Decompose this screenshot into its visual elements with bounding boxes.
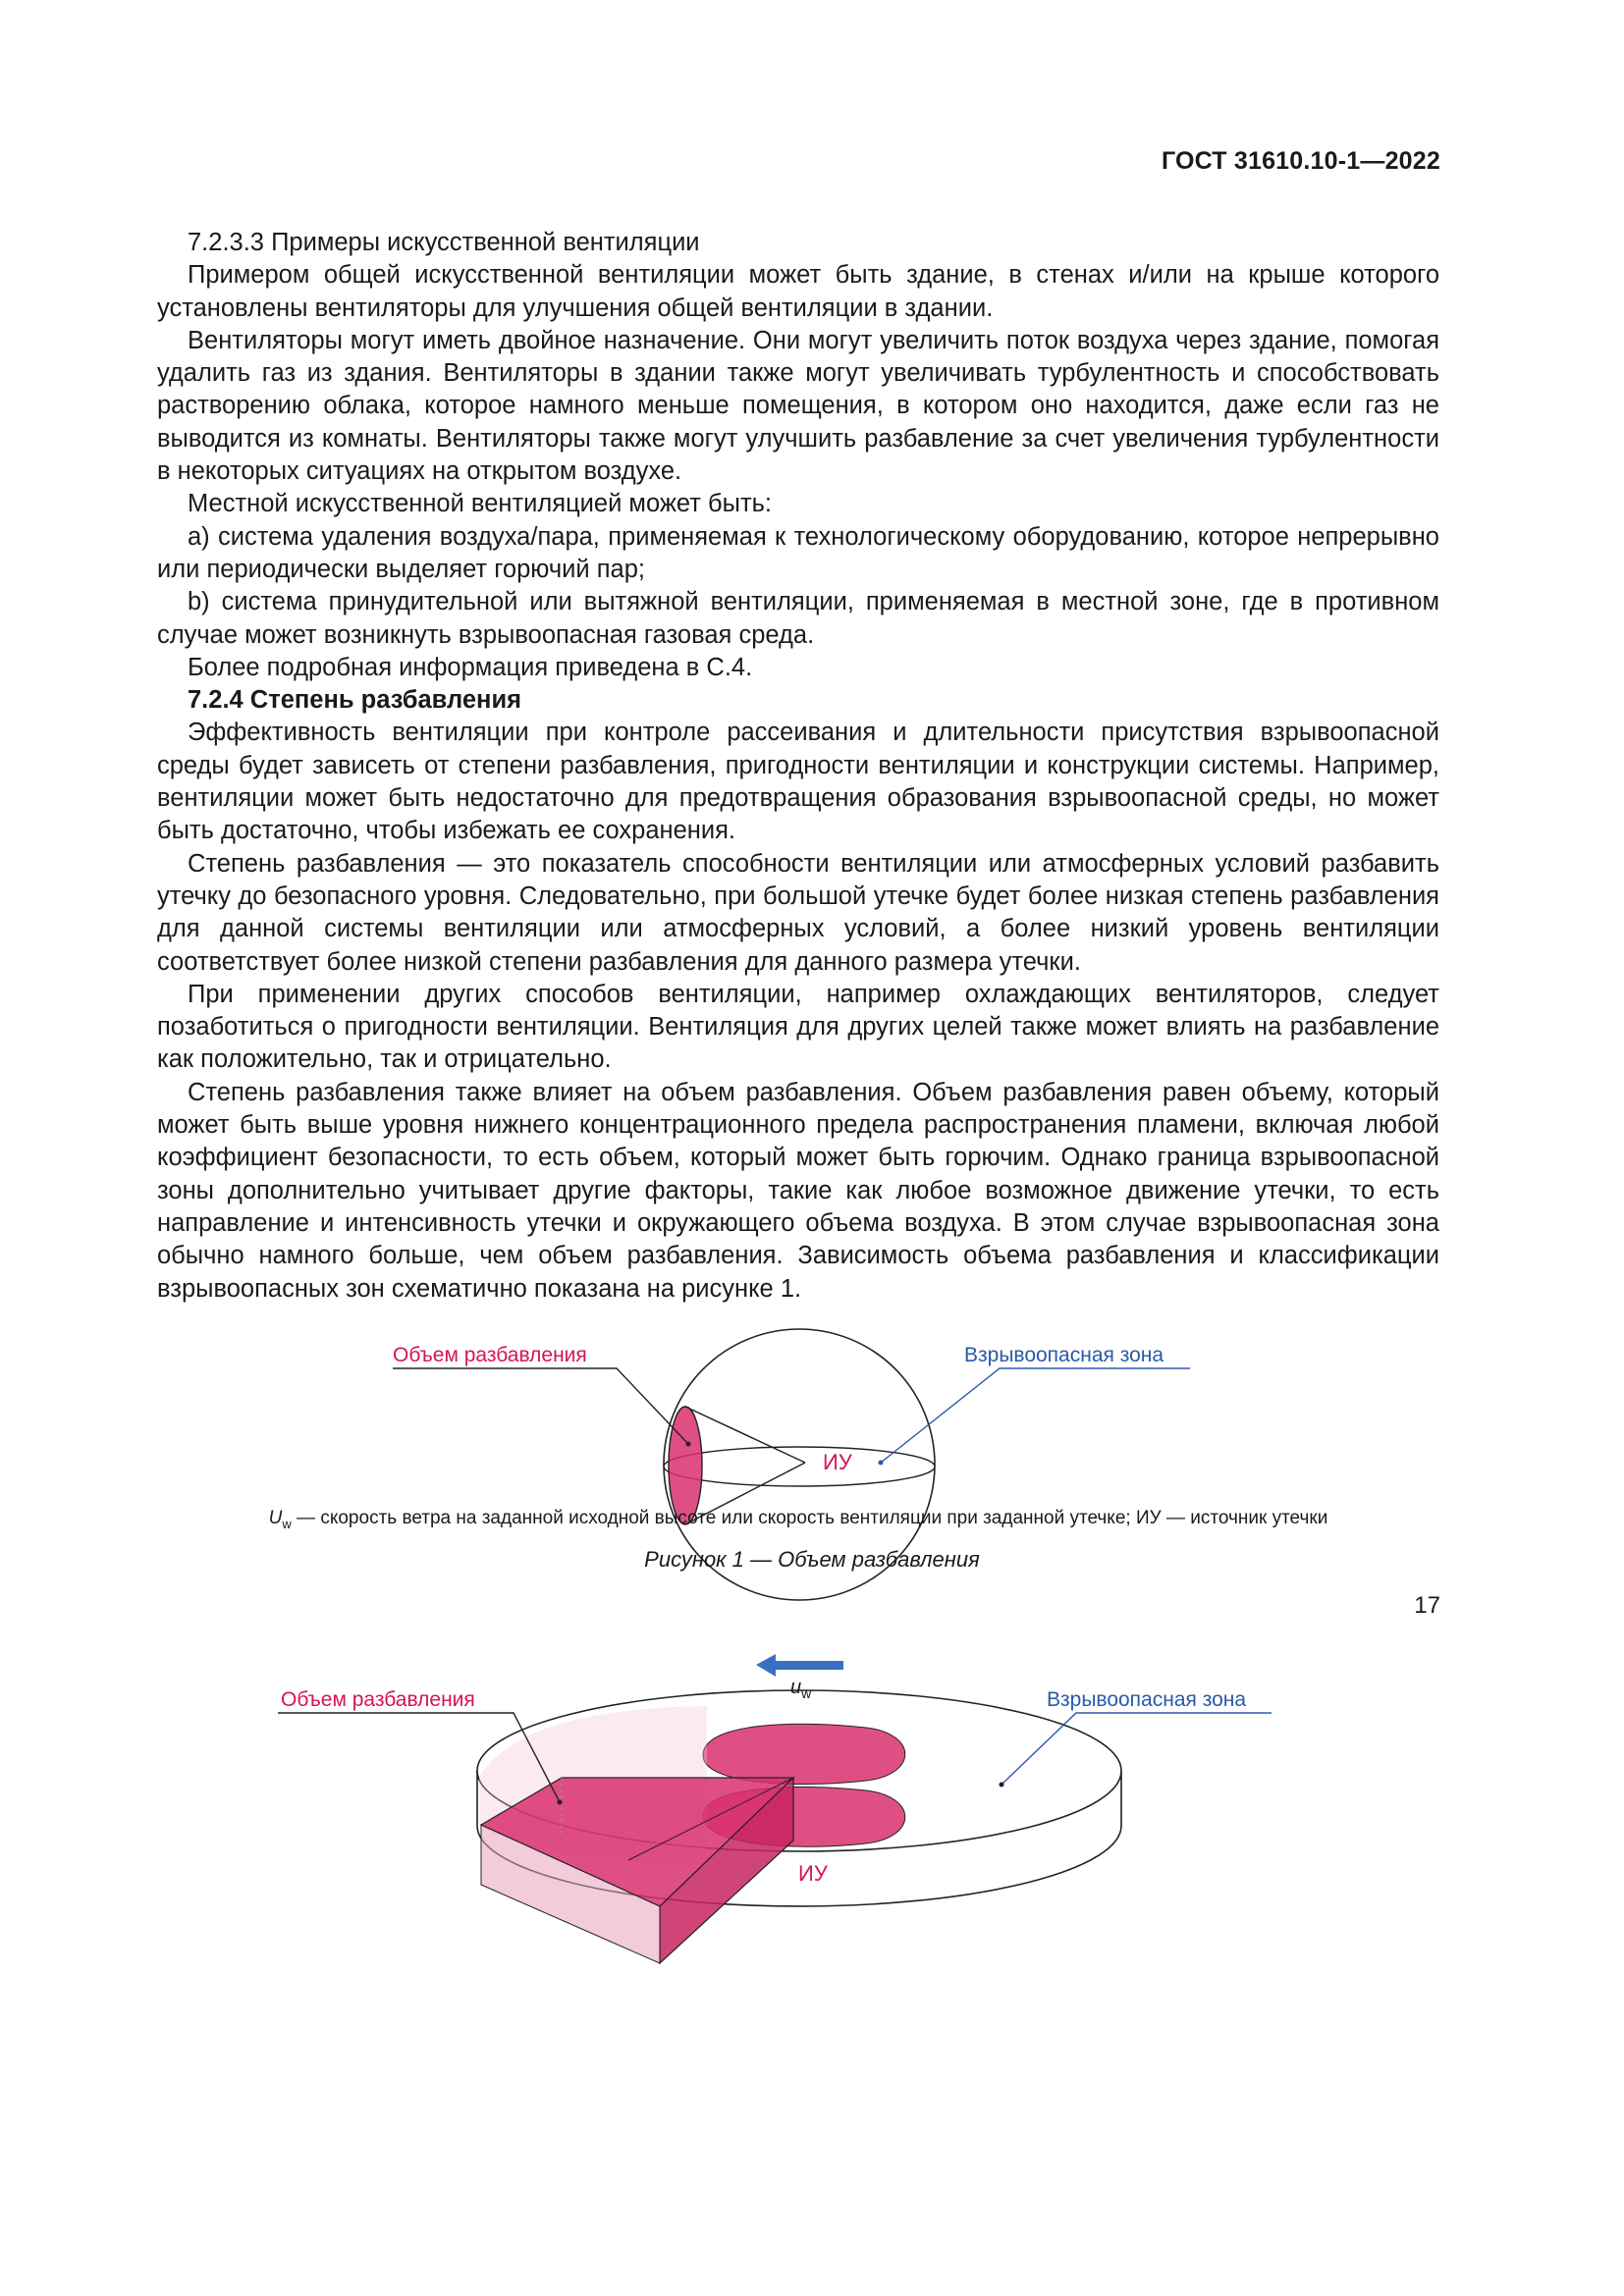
paragraph: Степень разбавления — это показатель способности вентиляции или атмосферных условий разбавить утечку до безопасного уровня. Следовательно, при большой утечке будет более низкая степень разбавления для данной системы вентиляции или атмосферных условий, а более низкий уровень вентиляции соответствует более низкой степени разбавления для данного размера утечки.	[157, 849, 1439, 976]
leader-zone-bottom	[1001, 1713, 1272, 1785]
top-dilution-label: Объем разбавления	[393, 1344, 587, 1366]
bottom-zone-label: Взрывоопасная зона	[1047, 1688, 1247, 1711]
paragraph: Степень разбавления также влияет на объем разбавления. Объем разбавления равен объему, который может быть выше уровня нижнего концентрационного предела распространения пламени, включая любой коэффициент безопасности, то есть объем, который может быть горючим. Однако граница взрывоопасной зоны дополнительно учитывает другие факторы, такие как любое возможное движение утечки, то есть направление и интенсивность утечки и окружающего объема воздуха. В этом случае взрывоопасная зона обычно намного больше, чем объем разбавления. Зависимость объема разбавления и классификации взрывоопасных зон схематично показана на рисунке 1.	[157, 1078, 1439, 1303]
figure-drawing	[0, 1315, 1624, 2101]
figure-dilution-volume	[0, 1315, 1624, 2101]
section-heading: 7.2.4 Степень разбавления	[188, 686, 522, 715]
paragraph: b) система принудительной или вытяжной вентиляции, применяемая в местной зоне, где в противном случае может возникнуть взрывоопасная газовая среда.	[157, 588, 1439, 649]
paragraph: 7.2.3.3 Примеры искусственной вентиляции	[188, 229, 700, 256]
paragraph: Более подробная информация приведена в С.4.	[188, 653, 753, 681]
top-source-label: ИУ	[823, 1450, 852, 1474]
bottom-source-label: ИУ	[798, 1861, 828, 1886]
document-header: ГОСТ 31610.10-1—2022	[1161, 147, 1440, 175]
cone-edge-top	[685, 1407, 805, 1463]
wind-arrow	[756, 1654, 843, 1677]
dilution-cone-base	[669, 1407, 702, 1524]
figure-legend: $U_w$ — скорость ветра на заданной исходной высоте или скорость вентиляции при заданной утечке; ИУ — источник утечки	[268, 1508, 1328, 1531]
paragraph: Вентиляторы могут иметь двойное назначение. Они могут увеличить поток воздуха через здание, помогая удалить газ из здания. Вентиляторы в здании также могут увеличивать турбулентность и способствовать растворению облака, которое намного меньше помещения, в котором оно находится, даже если газ не выводится из комнаты. Вентиляторы также могут улучшить разбавление за счет увеличения турбулентности в некоторых ситуациях на открытом воздухе.	[157, 326, 1439, 486]
paragraph: Эффективность вентиляции при контроле рассеивания и длительности присутствия взрывоопасной среды будет зависеть от степени разбавления, пригодности вентиляции и конструкции системы. Например, вентиляции может быть недостаточно для предотвращения образования взрывоопасной среды, но может быть достаточно, чтобы избежать ее сохранения.	[157, 719, 1439, 845]
bottom-dilution-label: Объем разбавления	[281, 1688, 475, 1711]
paragraph: a) система удаления воздуха/пара, применяемая к технологическому оборудованию, которое непрерывно или периодически выделяет горючий пар;	[157, 522, 1439, 583]
dilution-lobe-top	[703, 1724, 905, 1784]
paragraph: Местной искусственной вентиляцией может быть:	[188, 490, 772, 518]
figure-caption: Рисунок 1 — Объем разбавления	[644, 1547, 980, 1572]
bottom-diagram	[278, 1690, 1272, 1963]
page-number: 17	[1414, 1592, 1440, 1619]
paragraph: При применении других способов вентиляции, например охлаждающих вентиляторов, следует позаботиться о пригодности вентиляции. Вентиляция для других целей также может влиять на разбавление как положительно, так и отрицательно.	[157, 980, 1439, 1074]
top-zone-label: Взрывоопасная зона	[964, 1344, 1164, 1366]
paragraph: Примером общей искусственной вентиляции может быть здание, в стенах и/или на крыше которого установлены вентиляторы для улучшения общей вентиляции в здании.	[157, 261, 1439, 322]
leader-dilution-top	[393, 1368, 688, 1444]
leader-zone-top	[881, 1368, 1190, 1463]
body-text	[157, 227, 1439, 1306]
wind-speed-symbol: $u_w$	[790, 1677, 812, 1701]
